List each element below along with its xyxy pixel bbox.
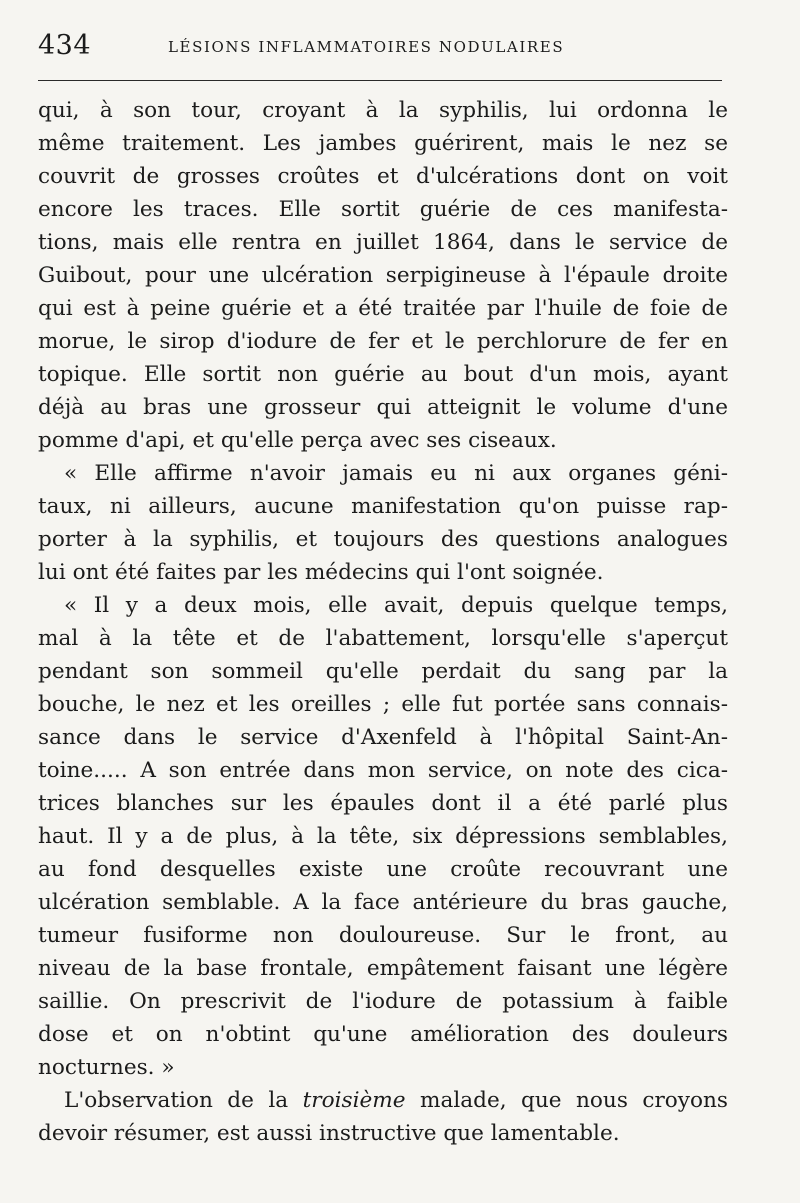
text-line: taux, ni ailleurs, aucune manifestation qu'on puisse rap- xyxy=(38,494,728,519)
text-line: ulcération semblable. A la face antérieure du bras gauche, xyxy=(38,890,728,915)
text-line: lui ont été faites par les médecins qui l'ont soignée. xyxy=(38,560,604,585)
text-line: tumeur fusiforme non douloureuse. Sur le front, au xyxy=(38,923,728,948)
page-number: 434 xyxy=(38,30,92,61)
text-line: qui est à peine guérie et a été traitée par l'huile de foie de xyxy=(38,296,728,321)
text-line: topique. Elle sortit non guérie au bout d'un mois, ayant xyxy=(38,362,728,387)
header-rule xyxy=(38,80,722,81)
emphasis-text: troisième xyxy=(302,1088,406,1113)
text-segment: L'observation de la xyxy=(64,1088,303,1113)
text-segment: malade, que nous croyons xyxy=(405,1088,728,1113)
text-line: au fond desquelles existe une croûte recouvrant une xyxy=(38,857,728,882)
text-line: devoir résumer, est aussi instructive que lamentable. xyxy=(38,1121,620,1146)
text-line: déjà au bras une grosseur qui atteignit le volume d'une xyxy=(38,395,728,420)
text-line: saillie. On prescrivit de l'iodure de potassium à faible xyxy=(38,989,728,1014)
text-line: pendant son sommeil qu'elle perdait du sang par la xyxy=(38,659,728,684)
text-line: bouche, le nez et les oreilles ; elle fut portée sans connais- xyxy=(38,692,728,717)
text-line: trices blanches sur les épaules dont il a été parlé plus xyxy=(38,791,728,816)
text-line xyxy=(38,1084,728,1117)
text-line: encore les traces. Elle sortit guérie de ces manifesta- xyxy=(38,197,728,222)
text-line: même traitement. Les jambes guérirent, mais le nez se xyxy=(38,131,728,156)
text-line: niveau de la base frontale, empâtement faisant une légère xyxy=(38,956,728,981)
text-line: haut. Il y a de plus, à la tête, six dépressions semblables, xyxy=(38,824,728,849)
text-line: « Il y a deux mois, elle avait, depuis quelque temps, xyxy=(64,593,728,618)
text-line: porter à la syphilis, et toujours des questions analogues xyxy=(38,527,728,552)
text-line: Guibout, pour une ulcération serpigineuse à l'épaule droite xyxy=(38,263,728,288)
running-head: LÉSIONS INFLAMMATOIRES NODULAIRES xyxy=(168,38,565,56)
text-line: couvrit de grosses croûtes et d'ulcérations dont on voit xyxy=(38,164,728,189)
text-line: nocturnes. » xyxy=(38,1055,175,1080)
text-line: toine..... A son entrée dans mon service, on note des cica- xyxy=(38,758,728,783)
text-line: morue, le sirop d'iodure de fer et le perchlorure de fer en xyxy=(38,329,728,354)
text-line: sance dans le service d'Axenfeld à l'hôpital Saint-An- xyxy=(38,725,728,750)
text-line: tions, mais elle rentra en juillet 1864, dans le service de xyxy=(38,230,728,255)
text-line: dose et on n'obtint qu'une amélioration des douleurs xyxy=(38,1022,728,1047)
text-line: « Elle affirme n'avoir jamais eu ni aux organes géni- xyxy=(64,461,728,486)
body-text xyxy=(38,94,728,1150)
text-line: qui, à son tour, croyant à la syphilis, lui ordonna le xyxy=(38,98,728,123)
text-line: pomme d'api, et qu'elle perça avec ses ciseaux. xyxy=(38,428,557,453)
text-line: mal à la tête et de l'abattement, lorsqu'elle s'aperçut xyxy=(38,626,728,651)
page-header xyxy=(38,30,728,64)
